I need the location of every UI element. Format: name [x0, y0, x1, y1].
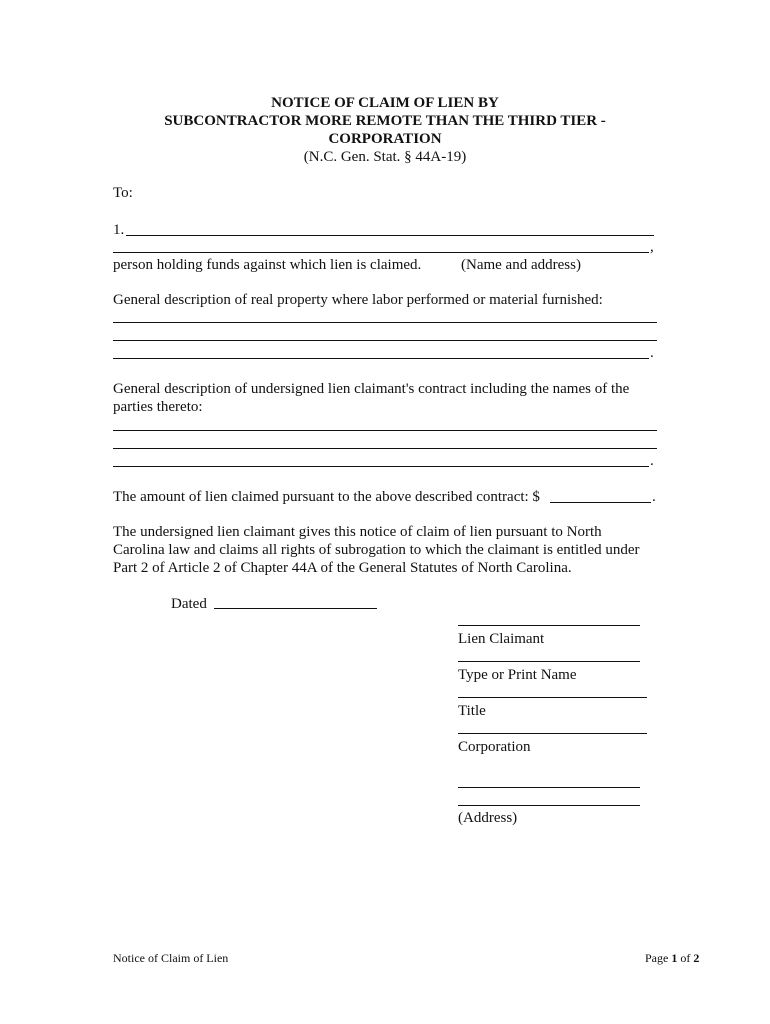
property-description-label: General description of real property where labor performed or material furnished: — [113, 292, 603, 308]
lien-claimant-signature-line[interactable] — [458, 625, 640, 626]
address-line-1[interactable] — [458, 787, 640, 788]
contract-period: . — [650, 453, 654, 469]
dated-label: Dated — [171, 596, 207, 612]
recipient-address-line[interactable] — [113, 252, 649, 253]
lien-claimant-label: Lien Claimant — [458, 631, 545, 647]
amount-label: The amount of lien claimed pursuant to the above described contract: $ — [113, 489, 540, 505]
footer-document-name: Notice of Claim of Lien — [113, 951, 229, 965]
print-name-line[interactable] — [458, 661, 640, 662]
property-line-1[interactable] — [113, 322, 657, 323]
document-title-line3: CORPORATION — [328, 131, 442, 147]
address-label: (Address) — [458, 810, 518, 826]
recipient-caption: person holding funds against which lien is claimed. — [113, 257, 422, 273]
corporation-label: Corporation — [458, 739, 531, 755]
page-prefix: Page — [645, 951, 672, 965]
contract-description-label-line2: parties thereto: — [113, 399, 203, 415]
contract-description-label-line1: General description of undersigned lien claimant's contract including the names of the — [113, 381, 630, 397]
property-line-3[interactable] — [113, 358, 649, 359]
address-line-2[interactable] — [458, 805, 640, 806]
statement-line3: Part 2 of Article 2 of Chapter 44A of the General Statutes of North Carolina. — [113, 560, 572, 576]
page-current: 1 — [671, 951, 678, 965]
statute-reference: (N.C. Gen. Stat. § 44A-19) — [303, 149, 467, 165]
title-line[interactable] — [458, 697, 647, 698]
to-label: To: — [113, 185, 133, 201]
dated-field-line[interactable] — [214, 608, 377, 609]
page-of: of — [677, 951, 694, 965]
recipient-comma: , — [650, 239, 654, 255]
property-line-2[interactable] — [113, 340, 657, 341]
recipient-name-line[interactable] — [126, 235, 654, 236]
document-title-line2: SUBCONTRACTOR MORE REMOTE THAN THE THIRD TIER - — [164, 113, 606, 129]
corporation-line[interactable] — [458, 733, 647, 734]
amount-period: . — [652, 489, 656, 505]
contract-line-1[interactable] — [113, 430, 657, 431]
contract-line-2[interactable] — [113, 448, 657, 449]
statement-line2: Carolina law and claims all rights of subrogation to which the claimant is entitled under — [113, 542, 640, 558]
document-title-line1: NOTICE OF CLAIM OF LIEN BY — [271, 95, 499, 111]
page-total: 2 — [693, 951, 700, 965]
amount-field-line[interactable] — [550, 502, 651, 503]
title-label: Title — [458, 703, 486, 719]
print-name-label: Type or Print Name — [458, 667, 577, 683]
statement-line1: The undersigned lien claimant gives this notice of claim of lien pursuant to North — [113, 524, 602, 540]
footer-page-number — [645, 949, 699, 967]
recipient-caption-note: (Name and address) — [461, 257, 581, 273]
recipient-number: 1. — [113, 222, 125, 238]
property-period: . — [650, 345, 654, 361]
contract-line-3[interactable] — [113, 466, 649, 467]
